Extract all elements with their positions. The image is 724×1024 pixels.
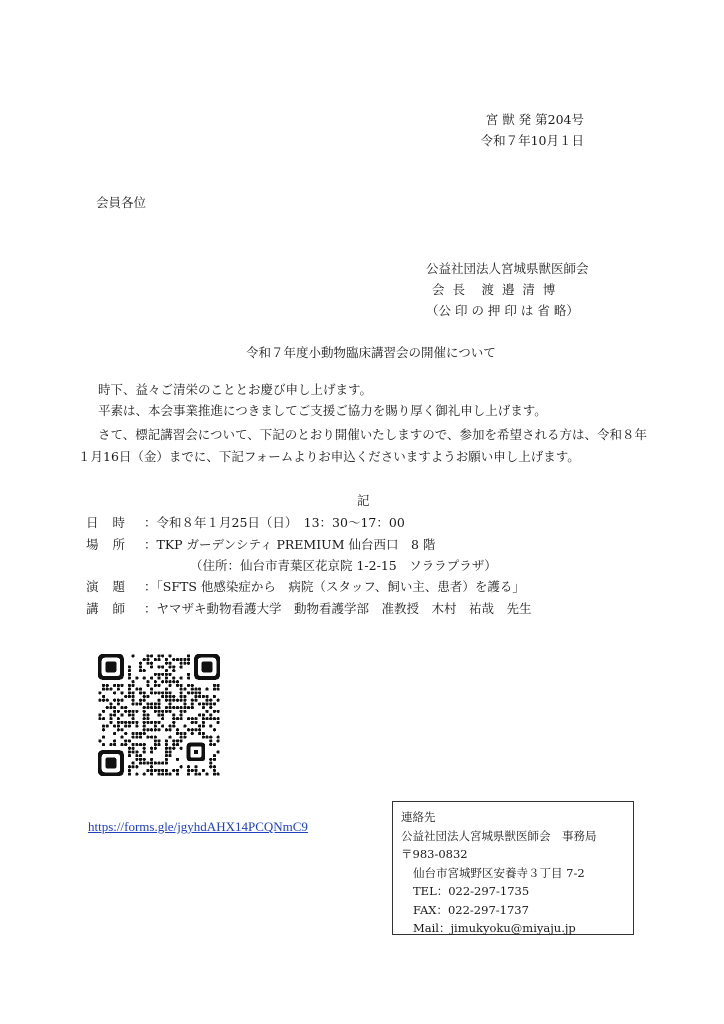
datetime-value: ：令和８年１月25日（日） 13：30〜17：00 — [144, 515, 405, 530]
contact-address: 仙台市宮城野区安養寺３丁目 7-2 — [413, 865, 585, 880]
sender-org: 公益社団法人宮城県獣医師会 — [426, 261, 589, 276]
lecturer-value: ：ヤマザキ動物看護大学 動物看護学部 准教授 木村 祐哉 先生 — [144, 601, 532, 616]
ki-heading: 記 — [357, 493, 370, 508]
document-number: 宮 獣 発 第204号 — [485, 112, 584, 127]
contact-tel: TEL：022-297-1735 — [413, 884, 530, 898]
announcement-paragraph: さて、標記講習会について、下記のとおり開催いたしますので、参加を希望される方は、令和８年１月16日（金）までに、下記フォームよりお申込くださいますようお願い申し上げます。 — [78, 427, 648, 464]
greeting-paragraph: 時下、益々ご清栄のこととお慶び申し上げます。 — [98, 382, 373, 397]
contact-fax: FAX：022-297-1737 — [413, 902, 529, 917]
detail-lecturer — [86, 599, 532, 619]
qr-finder-top-left — [98, 654, 124, 680]
contact-postal: 〒983-0832 — [401, 847, 468, 861]
qr-alignment — [187, 743, 205, 761]
venue-value: ：TKP ガーデンシティ PREMIUM 仙台西口 8 階 — [144, 537, 436, 552]
thanks-paragraph: 平素は、本会事業推進につきましてご支援ご協力を賜り厚く御礼申し上げます。 — [98, 403, 547, 418]
contact-box — [392, 801, 634, 935]
sender-president: 会 長 渡 邉 清 博 — [432, 282, 558, 297]
datetime-label: 日時 — [86, 515, 140, 530]
contact-office: 公益社団法人宮城県獣医師会 事務局 — [401, 828, 597, 843]
contact-mail[interactable]: Mail：jimukyoku@miyaju.jp — [413, 921, 576, 935]
detail-datetime — [86, 513, 405, 533]
detail-topic — [86, 577, 525, 597]
topic-label: 演題 — [86, 579, 140, 594]
venue-address: （住所：仙台市青葉区花京院 1-2-15 ソララプラザ） — [190, 558, 497, 573]
detail-venue — [86, 535, 435, 555]
lecturer-label: 講師 — [86, 601, 140, 616]
form-link[interactable]: https://forms.gle/jgyhdAHX14PCQNmC9 — [88, 819, 308, 834]
recipient: 会員各位 — [96, 195, 147, 210]
issue-date: 令和７年10月１日 — [480, 133, 584, 148]
contact-heading: 連絡先 — [401, 810, 436, 824]
topic-value: ：「SFTS 他感染症から 病院（スタッフ、飼い主、患者）を護る」 — [144, 579, 525, 594]
qr-finder-top-right — [194, 654, 220, 680]
document-title: 令和７年度小動物臨床講習会の開催について — [246, 345, 496, 360]
seal-note: （公 印 の 押 印 は 省 略） — [426, 303, 579, 318]
qr-code[interactable] — [98, 654, 220, 776]
venue-label: 場所 — [86, 537, 140, 552]
qr-finder-bottom-left — [98, 750, 124, 776]
